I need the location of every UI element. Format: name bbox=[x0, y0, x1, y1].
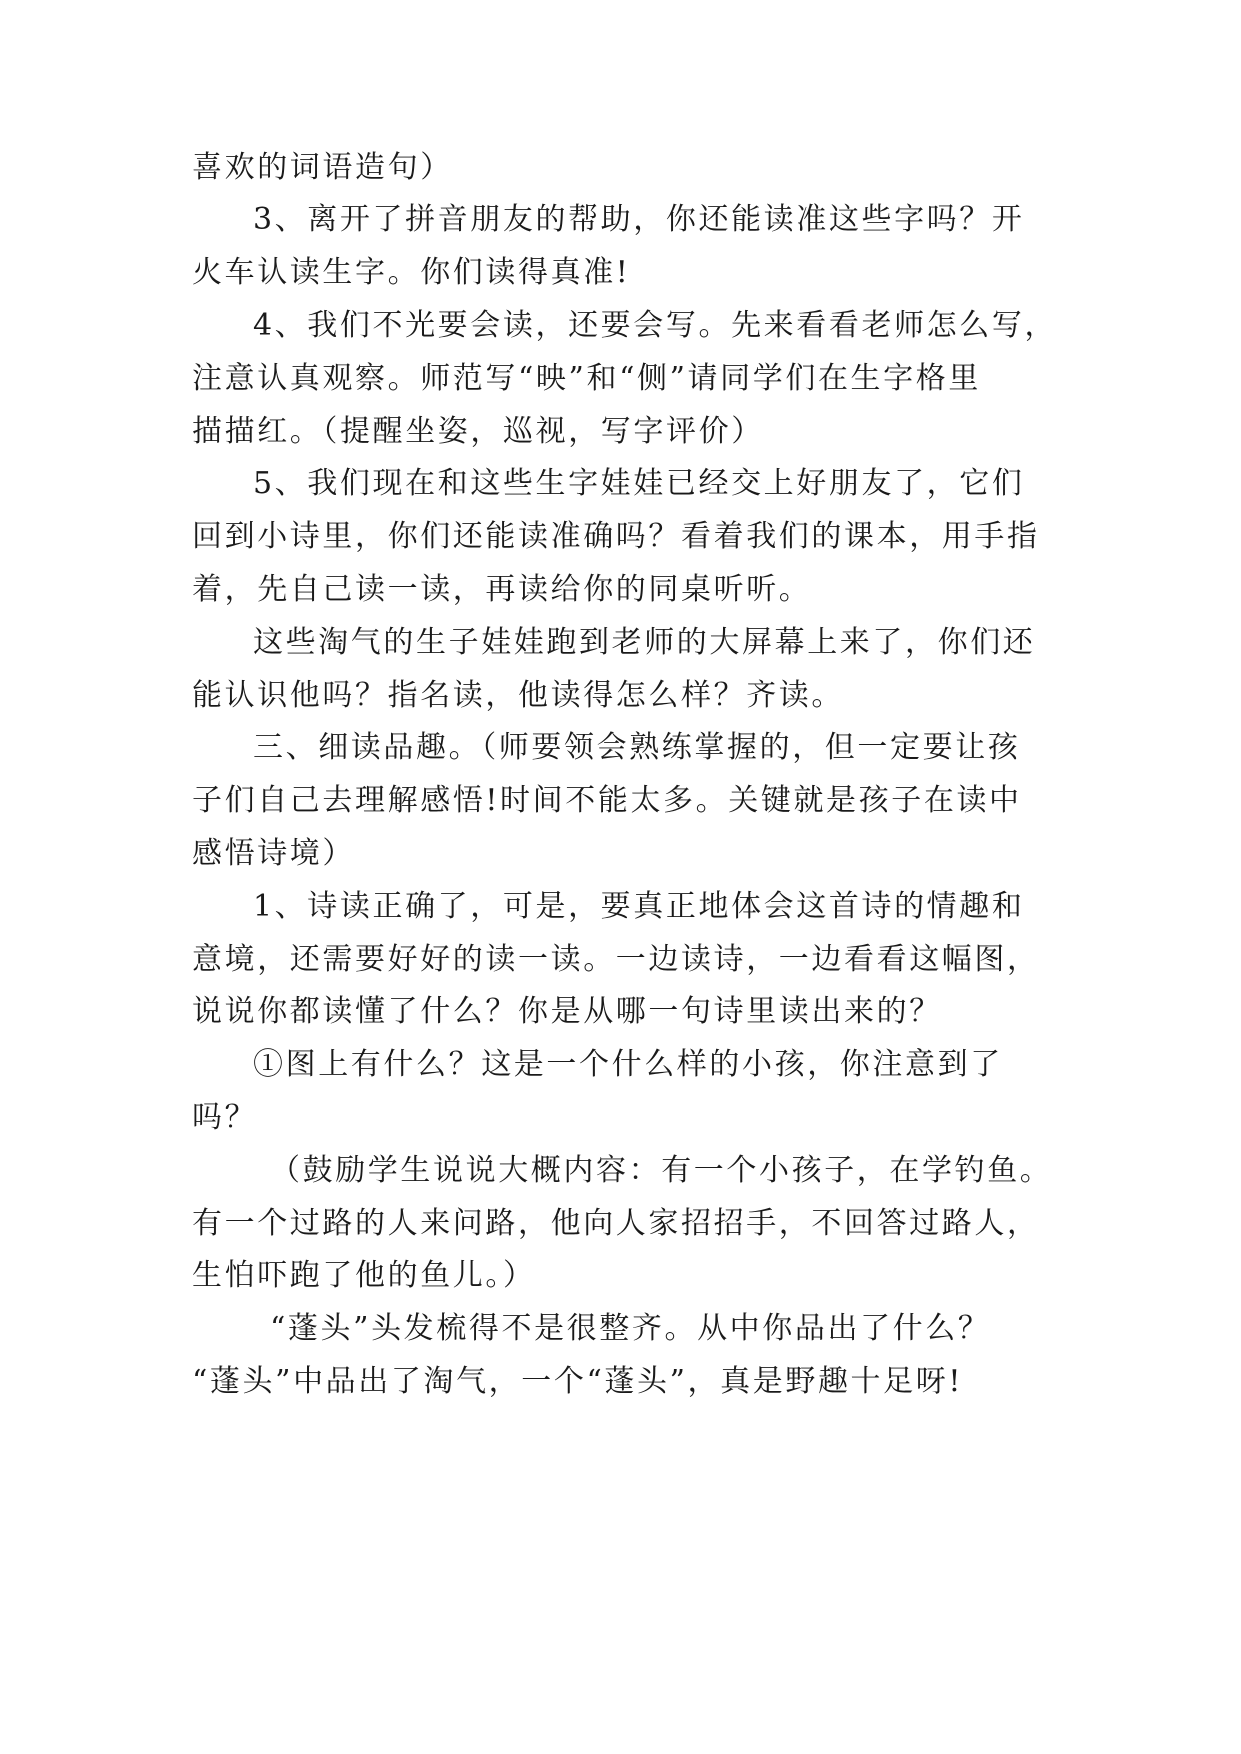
paragraph-line: 着，先自己读一读，再读给你的同桌听听。 bbox=[192, 572, 812, 607]
paragraph-line: “蓬头”中品出了淘气，一个“蓬头”，真是野趣十足呀! bbox=[192, 1364, 964, 1399]
paragraph-line: “蓬头”头发梳得不是很整齐。从中你品出了什么？ bbox=[270, 1311, 991, 1346]
paragraph-line: 回到小诗里，你们还能读准确吗？看着我们的课本，用手指 bbox=[192, 519, 1040, 554]
paragraph-line: 感悟诗境） bbox=[192, 836, 355, 871]
paragraph-line: ①图上有什么？这是一个什么样的小孩，你注意到了 bbox=[253, 1047, 1003, 1082]
paragraph-line: 有一个过路的人来问路，他向人家招招手，不回答过路人， bbox=[192, 1206, 1040, 1241]
paragraph-line: 火车认读生字。你们读得真准! bbox=[192, 255, 631, 290]
paragraph-line: 5、我们现在和这些生字娃娃已经交上好朋友了，它们 bbox=[253, 466, 1025, 501]
paragraph-line: 描描红。（提醒坐姿，巡视，写字评价） bbox=[192, 414, 764, 449]
paragraph-line: 能认识他吗？指名读，他读得怎么样？齐读。 bbox=[192, 678, 844, 713]
paragraph-line: （鼓励学生说说大概内容：有一个小孩子，在学钓鱼。 bbox=[270, 1153, 1053, 1188]
paragraph-line: 这些淘气的生子娃娃跑到老师的大屏幕上来了，你们还 bbox=[253, 625, 1036, 660]
paragraph-line: 意境，还需要好好的读一读。一边读诗，一边看看这幅图， bbox=[192, 942, 1040, 977]
paragraph-line: 吗？ bbox=[192, 1100, 258, 1135]
paragraph-line: 说说你都读懂了什么？你是从哪一句诗里读出来的？ bbox=[192, 994, 942, 1029]
paragraph-line: 4、我们不光要会读，还要会写。先来看看老师怎么写， bbox=[253, 308, 1058, 343]
paragraph-line: 3、离开了拼音朋友的帮助，你还能读准这些字吗？开 bbox=[253, 202, 1025, 237]
paragraph-line: 生怕吓跑了他的鱼儿。） bbox=[192, 1258, 536, 1293]
paragraph-line: 1、诗读正确了，可是，要真正地体会这首诗的情趣和 bbox=[253, 889, 1025, 924]
paragraph-line: 注意认真观察。师范写“映”和“侧”请同学们在生字格里 bbox=[192, 361, 981, 396]
paragraph-line: 三、细读品趣。（师要领会熟练掌握的，但一定要让孩 bbox=[253, 730, 1021, 765]
paragraph-line: 子们自己去理解感悟!时间不能太多。关键就是孩子在读中 bbox=[192, 783, 1022, 818]
paragraph-line: 喜欢的词语造句） bbox=[192, 150, 453, 185]
